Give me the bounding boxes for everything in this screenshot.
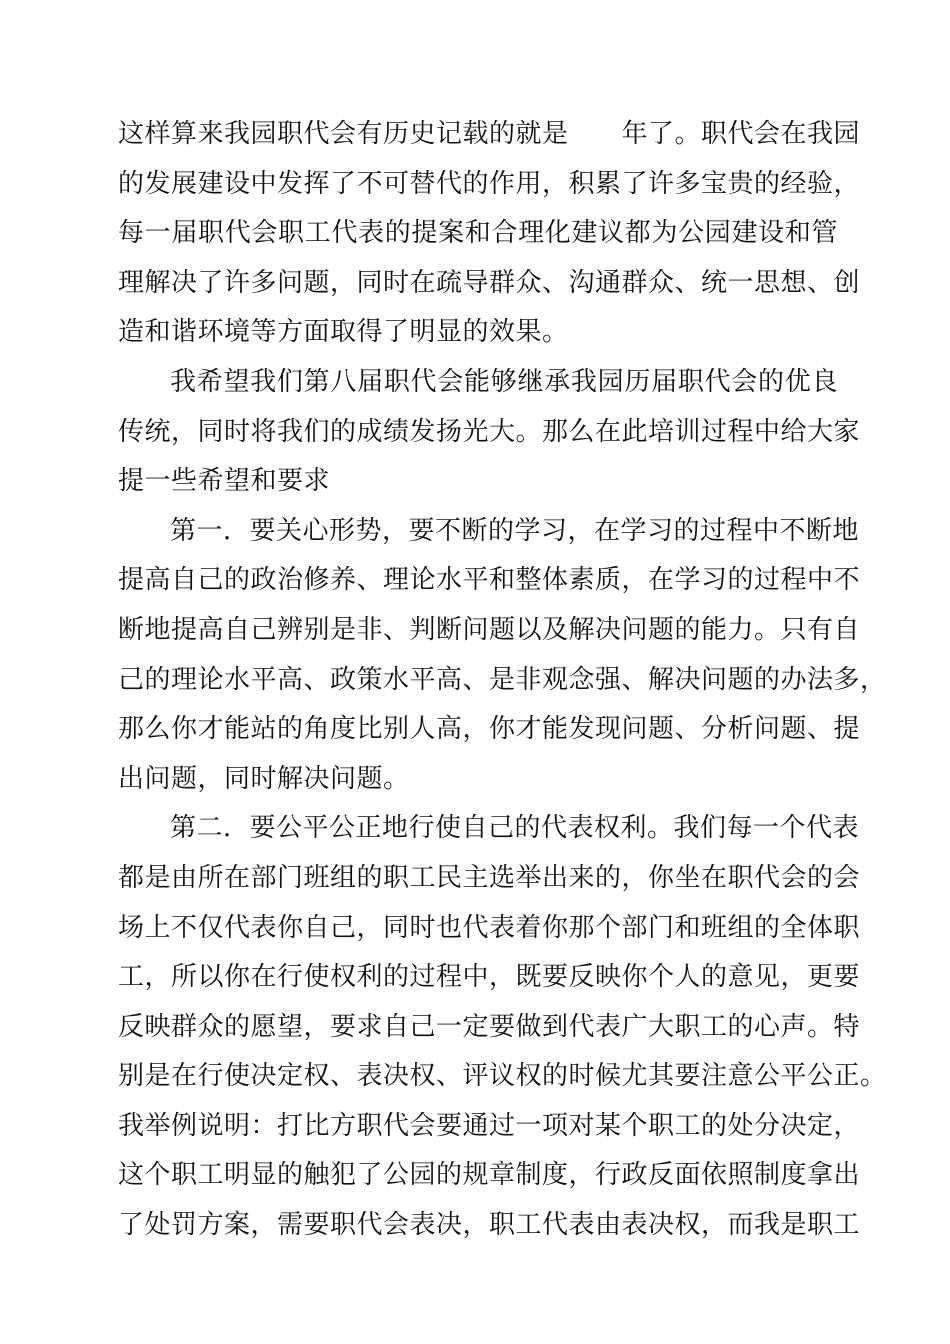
text-line-6: 我希望我们第八届职代会能够继承我园历届职代会的优良 [170, 366, 838, 397]
text-line-17: 场上不仅代表你自己，同时也代表着你那个部门和班组的全体职 [118, 912, 861, 943]
text-line-22: 这个职工明显的触犯了公园的规章制度，行政反面依照制度拿出 [118, 1160, 861, 1191]
text-line-18: 工，所以你在行使权利的过程中，既要反映你个人的意见，更要 [118, 962, 861, 993]
text-line-19: 反映群众的愿望，要求自己一定要做到代表广大职工的心声。特 [118, 1011, 861, 1042]
text-line-9: 第一．要关心形势，要不断的学习，在学习的过程中不断地 [170, 515, 860, 546]
text-line-2: 的发展建设中发挥了不可替代的作用，积累了许多宝贵的经验， [118, 168, 861, 199]
text-line-15: 第二．要公平公正地行使自己的代表权利。我们每一个代表 [170, 813, 860, 844]
text-line-16: 都是由所在部门班组的职工民主选举出来的，你坐在职代会的会 [118, 862, 861, 893]
text-line-3: 每一届职代会职工代表的提案和合理化建议都为公园建设和管 [118, 218, 838, 249]
text-line-7: 传统，同时将我们的成绩发扬光大。那么在此培训过程中给大家 [118, 416, 861, 447]
text-line-14: 出问题，同时解决问题。 [118, 763, 410, 794]
text-line-10: 提高自己的政治修养、理论水平和整体素质，在学习的过程中不 [118, 565, 861, 596]
text-line-13: 那么你才能站的角度比别人高，你才能发现问题、分析问题、提 [118, 714, 861, 745]
text-line-11: 断地提高自己辨别是非、判断问题以及解决问题的能力。只有自 [118, 614, 861, 645]
body-text [118, 110, 887, 1251]
text-line-20: 别是在行使决定权、表决权、评议权的时候尤其要注意公平公正。 [118, 1061, 887, 1092]
text-line-5: 造和谐环境等方面取得了明显的效果。 [118, 317, 569, 348]
text-line-8: 提一些希望和要求 [118, 466, 331, 497]
text-line-4: 理解决了许多问题，同时在疏导群众、沟通群众、统一思想、创 [118, 267, 861, 298]
text-line-1: 这样算来我园职代会有历史记载的就是 年了。职代会在我园 [118, 119, 861, 149]
text-line-23: 了处罚方案，需要职代会表决，职工代表由表决权，而我是职工 [118, 1210, 861, 1241]
text-line-12: 己的理论水平高、政策水平高、是非观念强、解决问题的办法多， [118, 664, 887, 695]
text-line-21: 我举例说明：打比方职代会要通过一项对某个职工的处分决定， [118, 1110, 861, 1141]
